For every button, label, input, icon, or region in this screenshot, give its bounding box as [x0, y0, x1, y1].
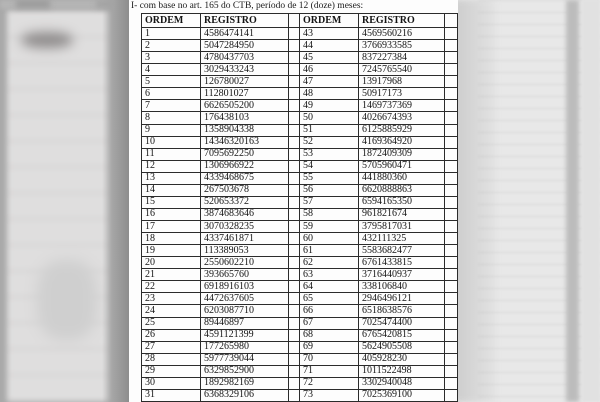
registro-cell-left: 14346320163 [201, 136, 289, 148]
document-page [129, 0, 458, 402]
ordem-cell-right: 47 [300, 76, 359, 88]
gap-cell-middle [289, 293, 300, 305]
registro-cell-right: 13917968 [359, 76, 445, 88]
gap-cell-middle [289, 208, 300, 220]
ordem-cell-right: 61 [300, 245, 359, 257]
registro-cell-right: 432111325 [359, 233, 445, 245]
gap-cell-middle [289, 221, 300, 233]
registro-cell-right: 1872409309 [359, 148, 445, 160]
table-row [142, 112, 458, 124]
registro-cell-left: 2550602210 [201, 257, 289, 269]
gap-cell-middle [289, 64, 300, 76]
registro-cell-left: 7095692250 [201, 148, 289, 160]
ordem-cell-left: 27 [142, 341, 201, 353]
gap-cell-middle [289, 281, 300, 293]
blurred-text-smudge [21, 32, 73, 48]
col-header-registro-right: REGISTRO [359, 14, 445, 28]
ordem-cell-left: 16 [142, 208, 201, 220]
ordem-cell-right: 46 [300, 64, 359, 76]
ordem-cell-left: 30 [142, 377, 201, 389]
registro-cell-right: 6518638576 [359, 305, 445, 317]
table-row [142, 329, 458, 341]
ordem-cell-right: 53 [300, 148, 359, 160]
gap-cell-right [445, 64, 458, 76]
table-row [142, 305, 458, 317]
ordem-cell-right: 71 [300, 365, 359, 377]
table-row [142, 281, 458, 293]
gap-cell-right [445, 341, 458, 353]
table-row [142, 377, 458, 389]
gap-cell-middle [289, 353, 300, 365]
registro-cell-right: 6765420815 [359, 329, 445, 341]
gap-cell-right [445, 76, 458, 88]
registro-cell-left: 89446897 [201, 317, 289, 329]
table-header-row [142, 14, 458, 28]
table-row [142, 184, 458, 196]
gap-cell-right [445, 136, 458, 148]
registro-table-body [142, 28, 458, 402]
registro-cell-left: 6626505200 [201, 100, 289, 112]
ordem-cell-right: 44 [300, 40, 359, 52]
gap-cell-middle [289, 124, 300, 136]
ordem-cell-left: 5 [142, 76, 201, 88]
gap-cell-middle [289, 257, 300, 269]
gap-cell-middle [289, 341, 300, 353]
col-header-ordem-right: ORDEM [300, 14, 359, 28]
registro-cell-left: 1358904338 [201, 124, 289, 136]
col-header-registro-left: REGISTRO [201, 14, 289, 28]
ordem-cell-right: 66 [300, 305, 359, 317]
ordem-cell-right: 58 [300, 208, 359, 220]
table-row [142, 353, 458, 365]
ordem-cell-left: 6 [142, 88, 201, 100]
ordem-cell-right: 57 [300, 196, 359, 208]
gap-cell-middle [289, 28, 300, 40]
registro-cell-right: 3795817031 [359, 221, 445, 233]
ordem-cell-left: 7 [142, 100, 201, 112]
registro-cell-right: 6125885929 [359, 124, 445, 136]
gap-cell-middle [289, 233, 300, 245]
table-row [142, 124, 458, 136]
ordem-cell-right: 68 [300, 329, 359, 341]
gap-cell-middle [289, 377, 300, 389]
ordem-cell-right: 49 [300, 100, 359, 112]
ordem-cell-left: 2 [142, 40, 201, 52]
dark-vertical-band [566, 0, 579, 402]
gap-cell-right [445, 160, 458, 172]
blurred-soft-smudge [37, 260, 97, 340]
ordem-cell-right: 63 [300, 269, 359, 281]
ordem-cell-left: 24 [142, 305, 201, 317]
ordem-cell-left: 22 [142, 281, 201, 293]
table-row [142, 269, 458, 281]
gap-cell-right [445, 353, 458, 365]
ordem-cell-right: 73 [300, 389, 359, 401]
gap-cell-right [445, 221, 458, 233]
registro-cell-left: 3874683646 [201, 208, 289, 220]
registro-cell-right: 4026674393 [359, 112, 445, 124]
registro-table [141, 13, 458, 402]
table-row [142, 233, 458, 245]
registro-cell-right: 4569560216 [359, 28, 445, 40]
ordem-cell-right: 62 [300, 257, 359, 269]
registro-cell-right: 3302940048 [359, 377, 445, 389]
table-row [142, 64, 458, 76]
ordem-cell-right: 54 [300, 160, 359, 172]
registro-cell-right: 6620888863 [359, 184, 445, 196]
ordem-cell-left: 31 [142, 389, 201, 401]
registro-cell-left: 267503678 [201, 184, 289, 196]
col-header-ordem-left: ORDEM [142, 14, 201, 28]
registro-cell-right: 405928230 [359, 353, 445, 365]
gap-cell-right [445, 305, 458, 317]
registro-cell-left: 4472637605 [201, 293, 289, 305]
registro-cell-right: 6761433815 [359, 257, 445, 269]
gap-cell-right [445, 88, 458, 100]
registro-cell-left: 520653372 [201, 196, 289, 208]
registro-cell-left: 6203087710 [201, 305, 289, 317]
registro-cell-left: 1306966922 [201, 160, 289, 172]
registro-cell-right: 3716440937 [359, 269, 445, 281]
ordem-cell-left: 18 [142, 233, 201, 245]
registro-cell-right: 441880360 [359, 172, 445, 184]
ordem-cell-right: 55 [300, 172, 359, 184]
registro-cell-left: 3029433243 [201, 64, 289, 76]
ordem-cell-right: 50 [300, 112, 359, 124]
gap-cell-middle [289, 184, 300, 196]
registro-cell-right: 7245765540 [359, 64, 445, 76]
registro-cell-left: 6368329106 [201, 389, 289, 401]
ordem-cell-right: 64 [300, 281, 359, 293]
table-row [142, 389, 458, 401]
registro-cell-right: 3766933585 [359, 40, 445, 52]
ordem-cell-left: 21 [142, 269, 201, 281]
registro-cell-left: 177265980 [201, 341, 289, 353]
gap-cell-right [445, 148, 458, 160]
gap-cell-right [445, 196, 458, 208]
gap-cell-right [445, 124, 458, 136]
gap-cell-right [445, 245, 458, 257]
gap-cell-middle [289, 389, 300, 401]
gap-cell-middle [289, 136, 300, 148]
ordem-cell-right: 52 [300, 136, 359, 148]
registro-cell-right: 1011522498 [359, 365, 445, 377]
gap-cell-right [445, 112, 458, 124]
ordem-cell-left: 17 [142, 221, 201, 233]
registro-cell-left: 6329852900 [201, 365, 289, 377]
registro-cell-left: 1892982169 [201, 377, 289, 389]
document-title: I- com base no art. 165 do CTB, período de 12 (doze) meses: [131, 1, 364, 11]
table-row [142, 172, 458, 184]
ordem-cell-left: 1 [142, 28, 201, 40]
table-row [142, 257, 458, 269]
table-row [142, 208, 458, 220]
gap-cell-right [445, 40, 458, 52]
registro-cell-right: 5624905508 [359, 341, 445, 353]
registro-cell-right: 1469737369 [359, 100, 445, 112]
registro-cell-right: 7025474400 [359, 317, 445, 329]
ordem-cell-left: 10 [142, 136, 201, 148]
ordem-cell-right: 69 [300, 341, 359, 353]
gap-cell-right [445, 28, 458, 40]
registro-cell-right: 4169364920 [359, 136, 445, 148]
registro-cell-left: 393665760 [201, 269, 289, 281]
gap-cell-right [445, 269, 458, 281]
registro-cell-left: 4339468675 [201, 172, 289, 184]
ordem-cell-right: 43 [300, 28, 359, 40]
gap-cell-middle [289, 40, 300, 52]
ordem-cell-left: 25 [142, 317, 201, 329]
gap-cell-right [445, 52, 458, 64]
ordem-cell-left: 19 [142, 245, 201, 257]
ordem-cell-right: 65 [300, 293, 359, 305]
ordem-cell-right: 70 [300, 353, 359, 365]
gap-cell-right [445, 377, 458, 389]
registro-cell-left: 5047284950 [201, 40, 289, 52]
ordem-cell-right: 45 [300, 52, 359, 64]
ordem-cell-right: 56 [300, 184, 359, 196]
ordem-cell-left: 8 [142, 112, 201, 124]
ordem-cell-right: 67 [300, 317, 359, 329]
table-row [142, 28, 458, 40]
gap-cell-middle [289, 88, 300, 100]
ordem-cell-left: 4 [142, 64, 201, 76]
gap-cell-middle [289, 112, 300, 124]
table-row [142, 136, 458, 148]
registro-cell-left: 4591121399 [201, 329, 289, 341]
registro-cell-left: 113389053 [201, 245, 289, 257]
ordem-cell-left: 15 [142, 196, 201, 208]
table-row [142, 160, 458, 172]
ordem-cell-left: 28 [142, 353, 201, 365]
registro-cell-left: 4586474141 [201, 28, 289, 40]
gap-cell-right [445, 184, 458, 196]
table-row [142, 40, 458, 52]
gap-cell-middle [289, 305, 300, 317]
registro-cell-right: 7025369100 [359, 389, 445, 401]
table-row [142, 52, 458, 64]
ordem-cell-left: 29 [142, 365, 201, 377]
table-row [142, 317, 458, 329]
table-row [142, 76, 458, 88]
ordem-cell-right: 60 [300, 233, 359, 245]
table-row [142, 196, 458, 208]
gap-cell-right [445, 257, 458, 269]
gap-cell-middle [289, 365, 300, 377]
ordem-cell-left: 13 [142, 172, 201, 184]
gap-cell-right [445, 329, 458, 341]
table-row [142, 100, 458, 112]
ordem-cell-left: 20 [142, 257, 201, 269]
registro-cell-right: 5583682477 [359, 245, 445, 257]
ordem-cell-left: 23 [142, 293, 201, 305]
registro-cell-right: 5705960471 [359, 160, 445, 172]
table-row [142, 221, 458, 233]
ordem-cell-left: 9 [142, 124, 201, 136]
table-row [142, 365, 458, 377]
registro-cell-left: 112801027 [201, 88, 289, 100]
right-edge-strip [582, 0, 600, 402]
left-page-blurred [7, 10, 111, 402]
registro-cell-left: 6918916103 [201, 281, 289, 293]
table-row [142, 341, 458, 353]
ordem-cell-left: 14 [142, 184, 201, 196]
gap-cell-middle [289, 100, 300, 112]
table-row [142, 293, 458, 305]
ordem-cell-left: 11 [142, 148, 201, 160]
gap-cell-right [445, 208, 458, 220]
registro-cell-right: 50917173 [359, 88, 445, 100]
registro-cell-left: 5977739044 [201, 353, 289, 365]
registro-cell-right: 2946496121 [359, 293, 445, 305]
registro-cell-right: 338106840 [359, 281, 445, 293]
col-header-gap-middle [289, 14, 300, 28]
gap-cell-middle [289, 269, 300, 281]
right-page-blurred [458, 0, 600, 402]
gap-cell-right [445, 317, 458, 329]
gap-cell-right [445, 233, 458, 245]
gap-cell-middle [289, 148, 300, 160]
gap-cell-right [445, 293, 458, 305]
ordem-cell-right: 48 [300, 88, 359, 100]
registro-cell-right: 837227384 [359, 52, 445, 64]
gap-cell-right [445, 100, 458, 112]
table-row [142, 88, 458, 100]
registro-cell-left: 4337461871 [201, 233, 289, 245]
registro-cell-left: 4780437703 [201, 52, 289, 64]
registro-cell-left: 126780027 [201, 76, 289, 88]
ordem-cell-left: 26 [142, 329, 201, 341]
gap-cell-middle [289, 329, 300, 341]
ordem-cell-left: 12 [142, 160, 201, 172]
ordem-cell-right: 51 [300, 124, 359, 136]
col-header-gap-right [445, 14, 458, 28]
gap-cell-right [445, 172, 458, 184]
gap-cell-middle [289, 172, 300, 184]
gap-cell-right [445, 365, 458, 377]
registro-cell-left: 3070328235 [201, 221, 289, 233]
gap-cell-middle [289, 245, 300, 257]
gap-cell-middle [289, 196, 300, 208]
gap-cell-right [445, 389, 458, 401]
table-row [142, 148, 458, 160]
gap-cell-middle [289, 76, 300, 88]
gap-cell-right [445, 281, 458, 293]
top-blur-blob [16, 0, 50, 8]
registro-cell-right: 961821674 [359, 208, 445, 220]
registro-cell-left: 176438103 [201, 112, 289, 124]
ordem-cell-right: 72 [300, 377, 359, 389]
book-gutter-shadow [102, 0, 129, 402]
table-row [142, 245, 458, 257]
gap-cell-middle [289, 160, 300, 172]
registro-cell-right: 6594165350 [359, 196, 445, 208]
gap-cell-middle [289, 317, 300, 329]
ordem-cell-left: 3 [142, 52, 201, 64]
ordem-cell-right: 59 [300, 221, 359, 233]
gap-cell-middle [289, 52, 300, 64]
